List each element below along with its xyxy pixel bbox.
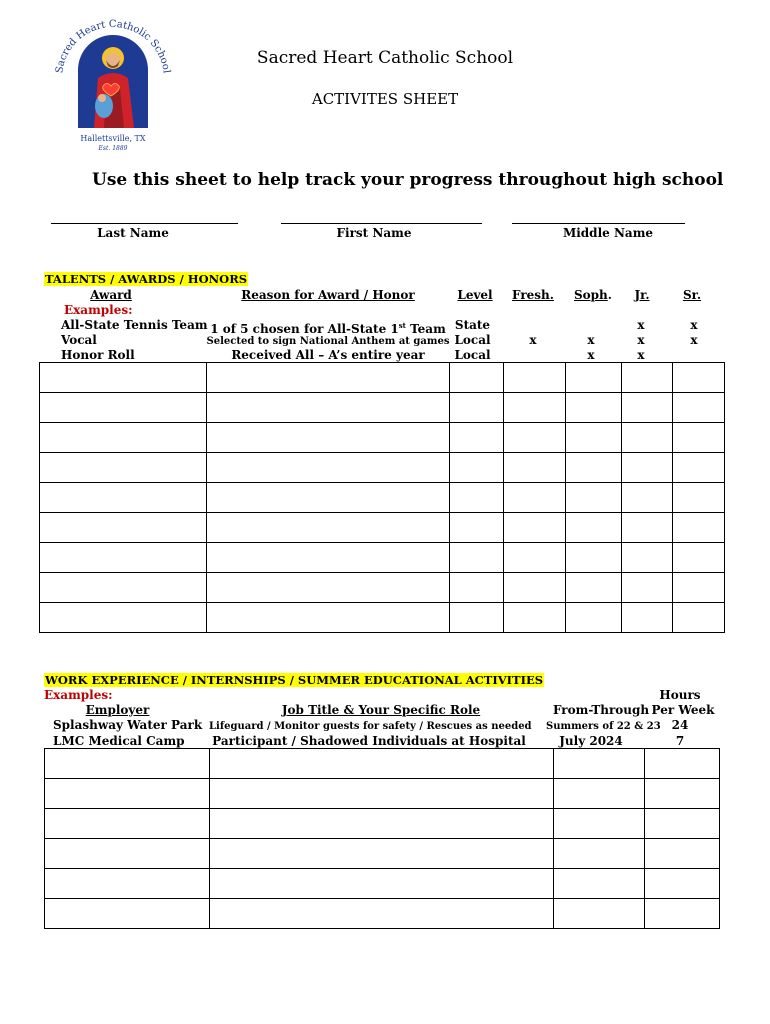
talents-cell[interactable] — [450, 513, 504, 543]
talents-cell[interactable] — [40, 513, 207, 543]
col-jr: Jr. — [634, 288, 650, 302]
logo-city: Hallettsville, TX — [80, 134, 146, 143]
talents-cell[interactable] — [450, 483, 504, 513]
talents-cell[interactable] — [206, 363, 450, 393]
talents-cell[interactable] — [622, 453, 673, 483]
example-level: State — [454, 318, 491, 332]
example-soph: x — [587, 348, 595, 362]
talents-cell[interactable] — [450, 393, 504, 423]
work-cell[interactable] — [645, 869, 720, 899]
first-name-label: First Name — [336, 226, 412, 240]
talents-row — [40, 573, 725, 603]
talents-cell[interactable] — [450, 423, 504, 453]
col-hours-line1: Hours — [659, 688, 701, 702]
col-award: Award — [90, 288, 132, 302]
talents-cell[interactable] — [206, 393, 450, 423]
work-example-hours: 7 — [675, 734, 685, 748]
talents-cell[interactable] — [566, 513, 622, 543]
work-table — [44, 748, 720, 929]
work-row — [45, 899, 720, 929]
work-cell[interactable] — [554, 809, 645, 839]
talents-cell[interactable] — [622, 513, 673, 543]
col-from-through: From-Through — [553, 703, 650, 717]
work-cell[interactable] — [554, 749, 645, 779]
work-cell[interactable] — [45, 809, 210, 839]
col-hours-line2: Per Week — [651, 703, 715, 717]
talents-cell[interactable] — [566, 423, 622, 453]
work-example-dates: July 2024 — [559, 734, 623, 748]
talents-cell[interactable] — [673, 603, 725, 633]
col-level: Level — [457, 288, 493, 302]
talents-cell[interactable] — [450, 453, 504, 483]
talents-examples-label: Examples: — [64, 303, 133, 317]
talents-cell[interactable] — [206, 483, 450, 513]
example-level: Local — [454, 333, 491, 347]
last-name-label: Last Name — [97, 226, 169, 240]
talents-cell[interactable] — [450, 543, 504, 573]
first-name-field[interactable] — [281, 223, 482, 224]
talents-cell[interactable] — [40, 423, 207, 453]
talents-cell[interactable] — [566, 573, 622, 603]
talents-cell[interactable] — [206, 453, 450, 483]
work-example-hours: 24 — [671, 718, 689, 732]
talents-cell[interactable] — [450, 573, 504, 603]
talents-cell[interactable] — [622, 423, 673, 453]
talents-row — [40, 603, 725, 633]
talents-row — [40, 513, 725, 543]
work-example-employer: Splashway Water Park — [53, 718, 203, 732]
example-sr: x — [690, 318, 698, 332]
example-jr: x — [637, 318, 645, 332]
example-fresh: x — [529, 333, 537, 347]
work-cell[interactable] — [645, 809, 720, 839]
talents-cell[interactable] — [40, 603, 207, 633]
work-cell[interactable] — [45, 869, 210, 899]
work-cell[interactable] — [554, 869, 645, 899]
talents-cell[interactable] — [622, 603, 673, 633]
talents-cell[interactable] — [566, 363, 622, 393]
talents-row — [40, 483, 725, 513]
work-row — [45, 809, 720, 839]
talents-cell[interactable] — [40, 393, 207, 423]
work-row — [45, 839, 720, 869]
talents-cell[interactable] — [206, 513, 450, 543]
example-award: Vocal — [61, 333, 97, 347]
example-reason: Selected to sign National Anthem at games — [206, 336, 450, 347]
middle-name-label: Middle Name — [562, 226, 654, 240]
talents-cell[interactable] — [504, 543, 566, 573]
talents-table — [39, 362, 725, 633]
talents-cell[interactable] — [673, 453, 725, 483]
talents-cell[interactable] — [622, 483, 673, 513]
work-cell[interactable] — [554, 899, 645, 929]
work-cell[interactable] — [554, 839, 645, 869]
talents-cell[interactable] — [566, 393, 622, 423]
col-sr: Sr. — [682, 288, 702, 302]
work-row — [45, 869, 720, 899]
example-reason: 1 of 5 chosen for All-State 1st Team — [210, 321, 446, 336]
talents-heading: TALENTS / AWARDS / HONORS — [45, 272, 248, 286]
middle-name-field[interactable] — [512, 223, 685, 224]
talents-cell[interactable] — [673, 543, 725, 573]
logo-arc-text: Sacred Heart Catholic School — [54, 18, 172, 74]
example-sr: x — [690, 333, 698, 347]
talents-cell[interactable] — [673, 363, 725, 393]
talents-cell[interactable] — [673, 483, 725, 513]
talents-cell[interactable] — [504, 573, 566, 603]
talents-cell[interactable] — [566, 603, 622, 633]
work-cell[interactable] — [645, 749, 720, 779]
example-jr: x — [637, 348, 645, 362]
work-cell[interactable] — [645, 899, 720, 929]
talents-cell[interactable] — [206, 603, 450, 633]
work-heading: WORK EXPERIENCE / INTERNSHIPS / SUMMER EDUCATIONAL ACTIVITIES — [45, 673, 544, 687]
talents-cell[interactable] — [622, 543, 673, 573]
talents-cell[interactable] — [504, 513, 566, 543]
work-example-job: Participant / Shadowed Individuals at Hospital — [212, 734, 526, 748]
talents-cell[interactable] — [206, 543, 450, 573]
col-soph: Soph. — [574, 288, 612, 302]
work-cell[interactable] — [209, 749, 553, 779]
col-reason: Reason for Award / Honor — [241, 288, 415, 302]
talents-cell[interactable] — [504, 483, 566, 513]
talents-cell[interactable] — [566, 483, 622, 513]
work-example-dates: Summers of 22 & 23 — [546, 721, 661, 732]
talents-cell[interactable] — [673, 513, 725, 543]
talents-cell[interactable] — [622, 363, 673, 393]
example-reason: Received All – A’s entire year — [231, 348, 425, 362]
instructions: Use this sheet to help track your progress throughout high school — [92, 170, 724, 190]
talents-cell[interactable] — [450, 363, 504, 393]
talents-cell[interactable] — [40, 453, 207, 483]
work-cell[interactable] — [45, 839, 210, 869]
talents-row — [40, 363, 725, 393]
talents-row — [40, 543, 725, 573]
work-cell[interactable] — [45, 899, 210, 929]
last-name-field[interactable] — [51, 223, 238, 224]
logo-established: Est. 1889 — [98, 145, 128, 152]
example-soph: x — [587, 333, 595, 347]
work-example-employer: LMC Medical Camp — [53, 734, 185, 748]
talents-cell[interactable] — [622, 573, 673, 603]
talents-row — [40, 453, 725, 483]
talents-cell[interactable] — [40, 543, 207, 573]
school-logo — [48, 8, 178, 153]
talents-cell[interactable] — [673, 423, 725, 453]
talents-cell[interactable] — [673, 393, 725, 423]
example-award: Honor Roll — [61, 348, 135, 362]
col-job: Job Title & Your Specific Role — [281, 703, 481, 717]
talents-cell[interactable] — [40, 363, 207, 393]
talents-cell[interactable] — [504, 423, 566, 453]
work-cell[interactable] — [209, 839, 553, 869]
talents-cell[interactable] — [504, 363, 566, 393]
work-cell[interactable] — [209, 809, 553, 839]
sheet-title: ACTIVITES SHEET — [311, 90, 459, 108]
talents-cell[interactable] — [504, 603, 566, 633]
work-example-job: Lifeguard / Monitor guests for safety / Rescues as needed — [209, 721, 532, 732]
talents-cell[interactable] — [566, 543, 622, 573]
example-level: Local — [454, 348, 491, 362]
talents-row — [40, 393, 725, 423]
work-cell[interactable] — [209, 869, 553, 899]
example-award: All-State Tennis Team — [61, 318, 208, 332]
work-cell[interactable] — [645, 779, 720, 809]
talents-cell[interactable] — [40, 573, 207, 603]
school-name: Sacred Heart Catholic School — [256, 48, 514, 68]
work-row — [45, 779, 720, 809]
col-employer: Employer — [85, 703, 150, 717]
col-fresh: Fresh. — [512, 288, 554, 302]
work-cell[interactable] — [45, 749, 210, 779]
work-examples-label: Examples: — [44, 688, 113, 702]
talents-cell[interactable] — [622, 393, 673, 423]
talents-cell[interactable] — [450, 603, 504, 633]
talents-cell[interactable] — [504, 393, 566, 423]
work-cell[interactable] — [554, 779, 645, 809]
talents-cell[interactable] — [206, 573, 450, 603]
talents-cell[interactable] — [206, 423, 450, 453]
talents-cell[interactable] — [673, 573, 725, 603]
work-cell[interactable] — [45, 779, 210, 809]
talents-cell[interactable] — [504, 453, 566, 483]
work-cell[interactable] — [209, 899, 553, 929]
example-jr: x — [637, 333, 645, 347]
talents-row — [40, 423, 725, 453]
work-cell[interactable] — [209, 779, 553, 809]
work-cell[interactable] — [645, 839, 720, 869]
talents-cell[interactable] — [566, 453, 622, 483]
work-row — [45, 749, 720, 779]
talents-cell[interactable] — [40, 483, 207, 513]
